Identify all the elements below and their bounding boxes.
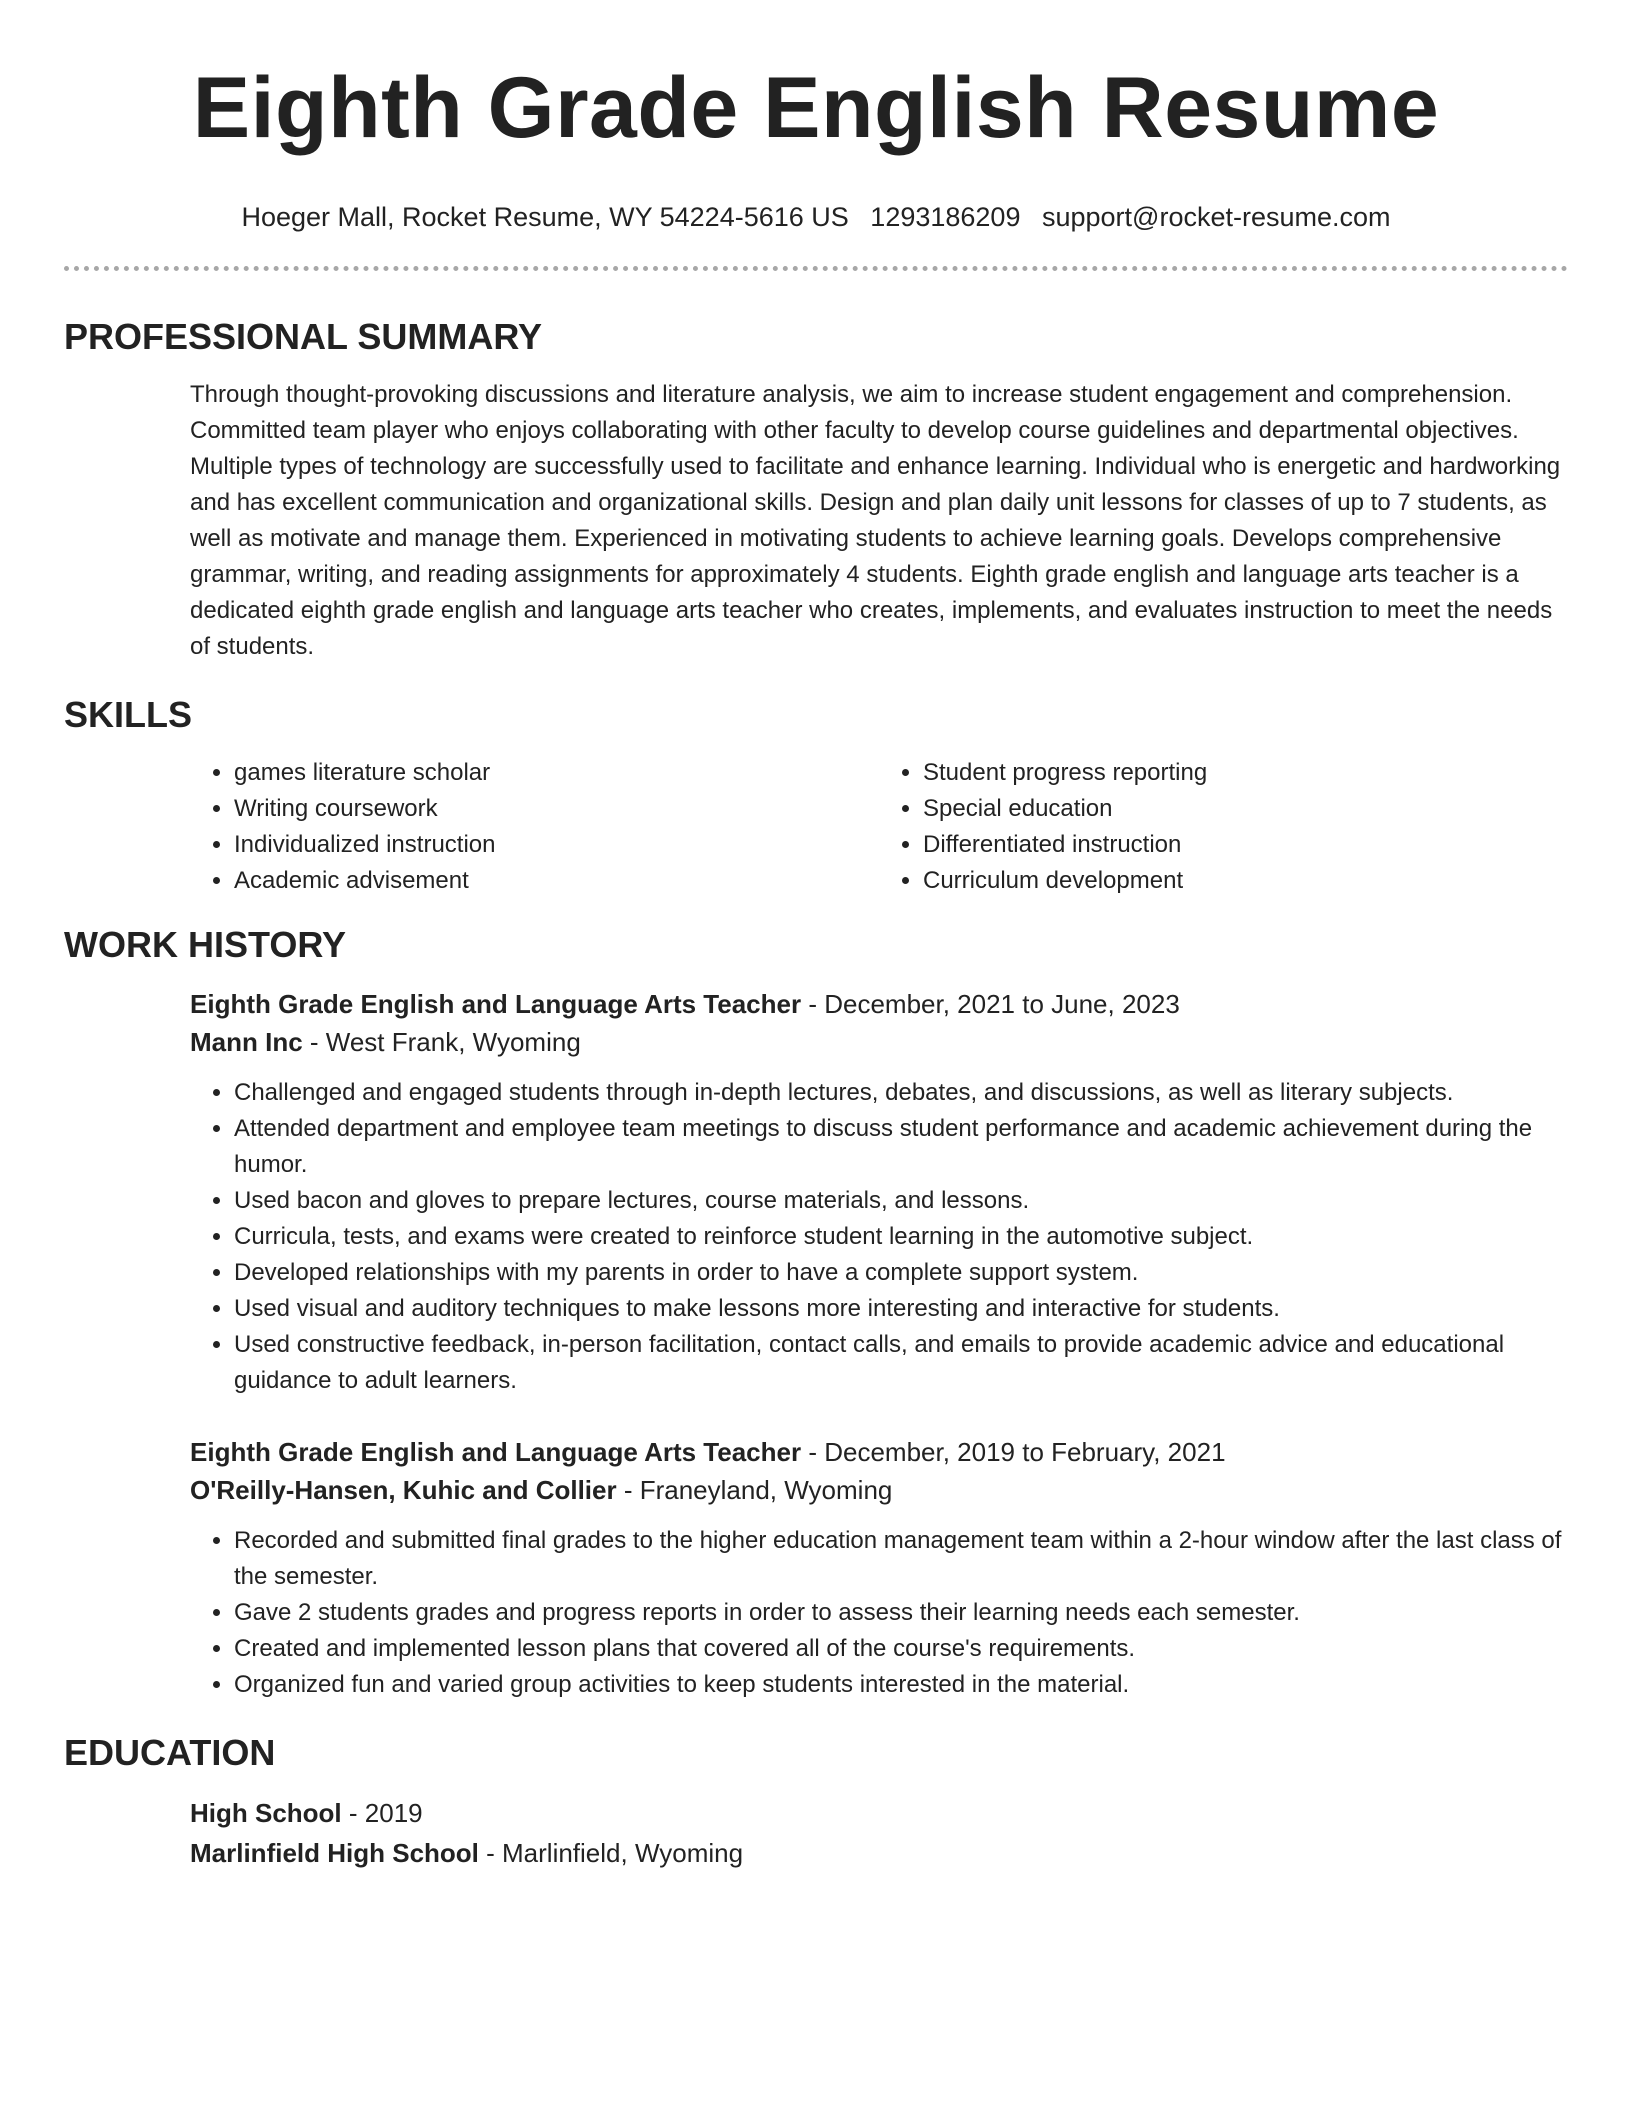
skill-item: • Writing coursework (234, 791, 879, 827)
job-role: Eighth Grade English and Language Arts Teacher (190, 989, 802, 1019)
job-bullet: • Challenged and engaged students through in-depth lectures, debates, and discussions, as well as literary subjects. (234, 1075, 1568, 1111)
header-divider (64, 266, 1568, 271)
skill-item: • Differentiated instruction (923, 827, 1568, 863)
job-bullet: • Used visual and auditory techniques to make lessons more interesting and interactive for students. (234, 1291, 1568, 1327)
job-company: Mann Inc (190, 1027, 303, 1057)
job-role-line (190, 1433, 1568, 1471)
job-bullet: • Recorded and submitted final grades to the higher education management team within a 2-hour window after the last class of the semester. (234, 1523, 1568, 1595)
job-company: O'Reilly-Hansen, Kuhic and Collier (190, 1475, 617, 1505)
job-role: Eighth Grade English and Language Arts Teacher (190, 1437, 802, 1467)
skill-item: • Academic advisement (234, 863, 879, 899)
job-bullet: • Developed relationships with my parents in order to have a complete support system. (234, 1255, 1568, 1291)
job-bullets (190, 1075, 1568, 1399)
skills-heading: SKILLS (64, 694, 193, 735)
job-location: - Franeyland, Wyoming (616, 1475, 893, 1505)
skill-item: • Special education (923, 791, 1568, 827)
skills-column-left (190, 755, 879, 899)
resume-header (64, 0, 1568, 271)
job-company-line (190, 1471, 1568, 1509)
job-role-line (190, 985, 1568, 1023)
summary-heading: PROFESSIONAL SUMMARY (64, 316, 543, 357)
education-location: - Marlinfield, Wyoming (478, 1838, 744, 1868)
job-bullet: • Attended department and employee team meetings to discuss student performance and academic achievement during the humor. (234, 1111, 1568, 1183)
contact-address: Hoeger Mall, Rocket Resume, WY 54224-5616 US (241, 202, 849, 232)
skills-column-right (879, 755, 1568, 899)
job-bullet: • Gave 2 students grades and progress reports in order to assess their learning needs each semester. (234, 1595, 1568, 1631)
education-degree-line (190, 1793, 1568, 1833)
contact-email: support@rocket-resume.com (1041, 202, 1391, 232)
education-heading: EDUCATION (64, 1732, 276, 1773)
skill-item: • Student progress reporting (923, 755, 1568, 791)
skill-item: • games literature scholar (234, 755, 879, 791)
education-degree: High School (190, 1798, 342, 1828)
job-bullet: • Curricula, tests, and exams were created to reinforce student learning in the automotive subject. (234, 1219, 1568, 1255)
job-company-line (190, 1023, 1568, 1061)
job-bullet: • Created and implemented lesson plans that covered all of the course's requirements. (234, 1631, 1568, 1667)
job-bullet: • Organized fun and varied group activities to keep students interested in the material. (234, 1667, 1568, 1703)
contact-phone: 1293186209 (870, 202, 1021, 232)
job-bullets (190, 1523, 1568, 1703)
skill-item: • Individualized instruction (234, 827, 879, 863)
job-entry (190, 985, 1568, 1399)
work-history-heading: WORK HISTORY (64, 924, 347, 965)
skills-list (190, 755, 1568, 899)
job-entry (190, 1433, 1568, 1703)
work-history (190, 985, 1568, 1703)
summary-text: Through thought-provoking discussions and literature analysis, we aim to increase student engagement and comprehension. Committed team player who enjoys collaborating with other faculty to develop course guidelines and departmental objectives. Multiple types of technology are successfully used to facilitate and enhance learning. Individual who is energetic and hardworking and has excellent communication and organizational skills. Design and plan daily unit lessons for classes of up to 7 students, as well as motivate and manage them. Experienced in motivating students to achieve learning goals. Develops comprehensive grammar, writing, and reading assignments for approximately 4 students. Eighth grade english and language arts teacher is a dedicated eighth grade english and language arts teacher who creates, implements, and evaluates instruction to meet the needs of students. (190, 381, 1561, 660)
education-year: - 2019 (341, 1798, 423, 1828)
job-dates: - December, 2021 to June, 2023 (801, 989, 1180, 1019)
job-location: - West Frank, Wyoming (302, 1027, 581, 1057)
job-bullet: • Used constructive feedback, in-person facilitation, contact calls, and emails to provide academic advice and educational guidance to adult learners. (234, 1327, 1568, 1399)
education-entry (190, 1793, 1568, 1873)
job-dates: - December, 2019 to February, 2021 (801, 1437, 1226, 1467)
resume-title: Eighth Grade English Resume (192, 60, 1440, 156)
skill-item: • Curriculum development (923, 863, 1568, 899)
contact-line (64, 200, 1568, 234)
job-bullet: • Used bacon and gloves to prepare lectures, course materials, and lessons. (234, 1183, 1568, 1219)
education-school-line (190, 1833, 1568, 1873)
education-school: Marlinfield High School (190, 1838, 479, 1868)
